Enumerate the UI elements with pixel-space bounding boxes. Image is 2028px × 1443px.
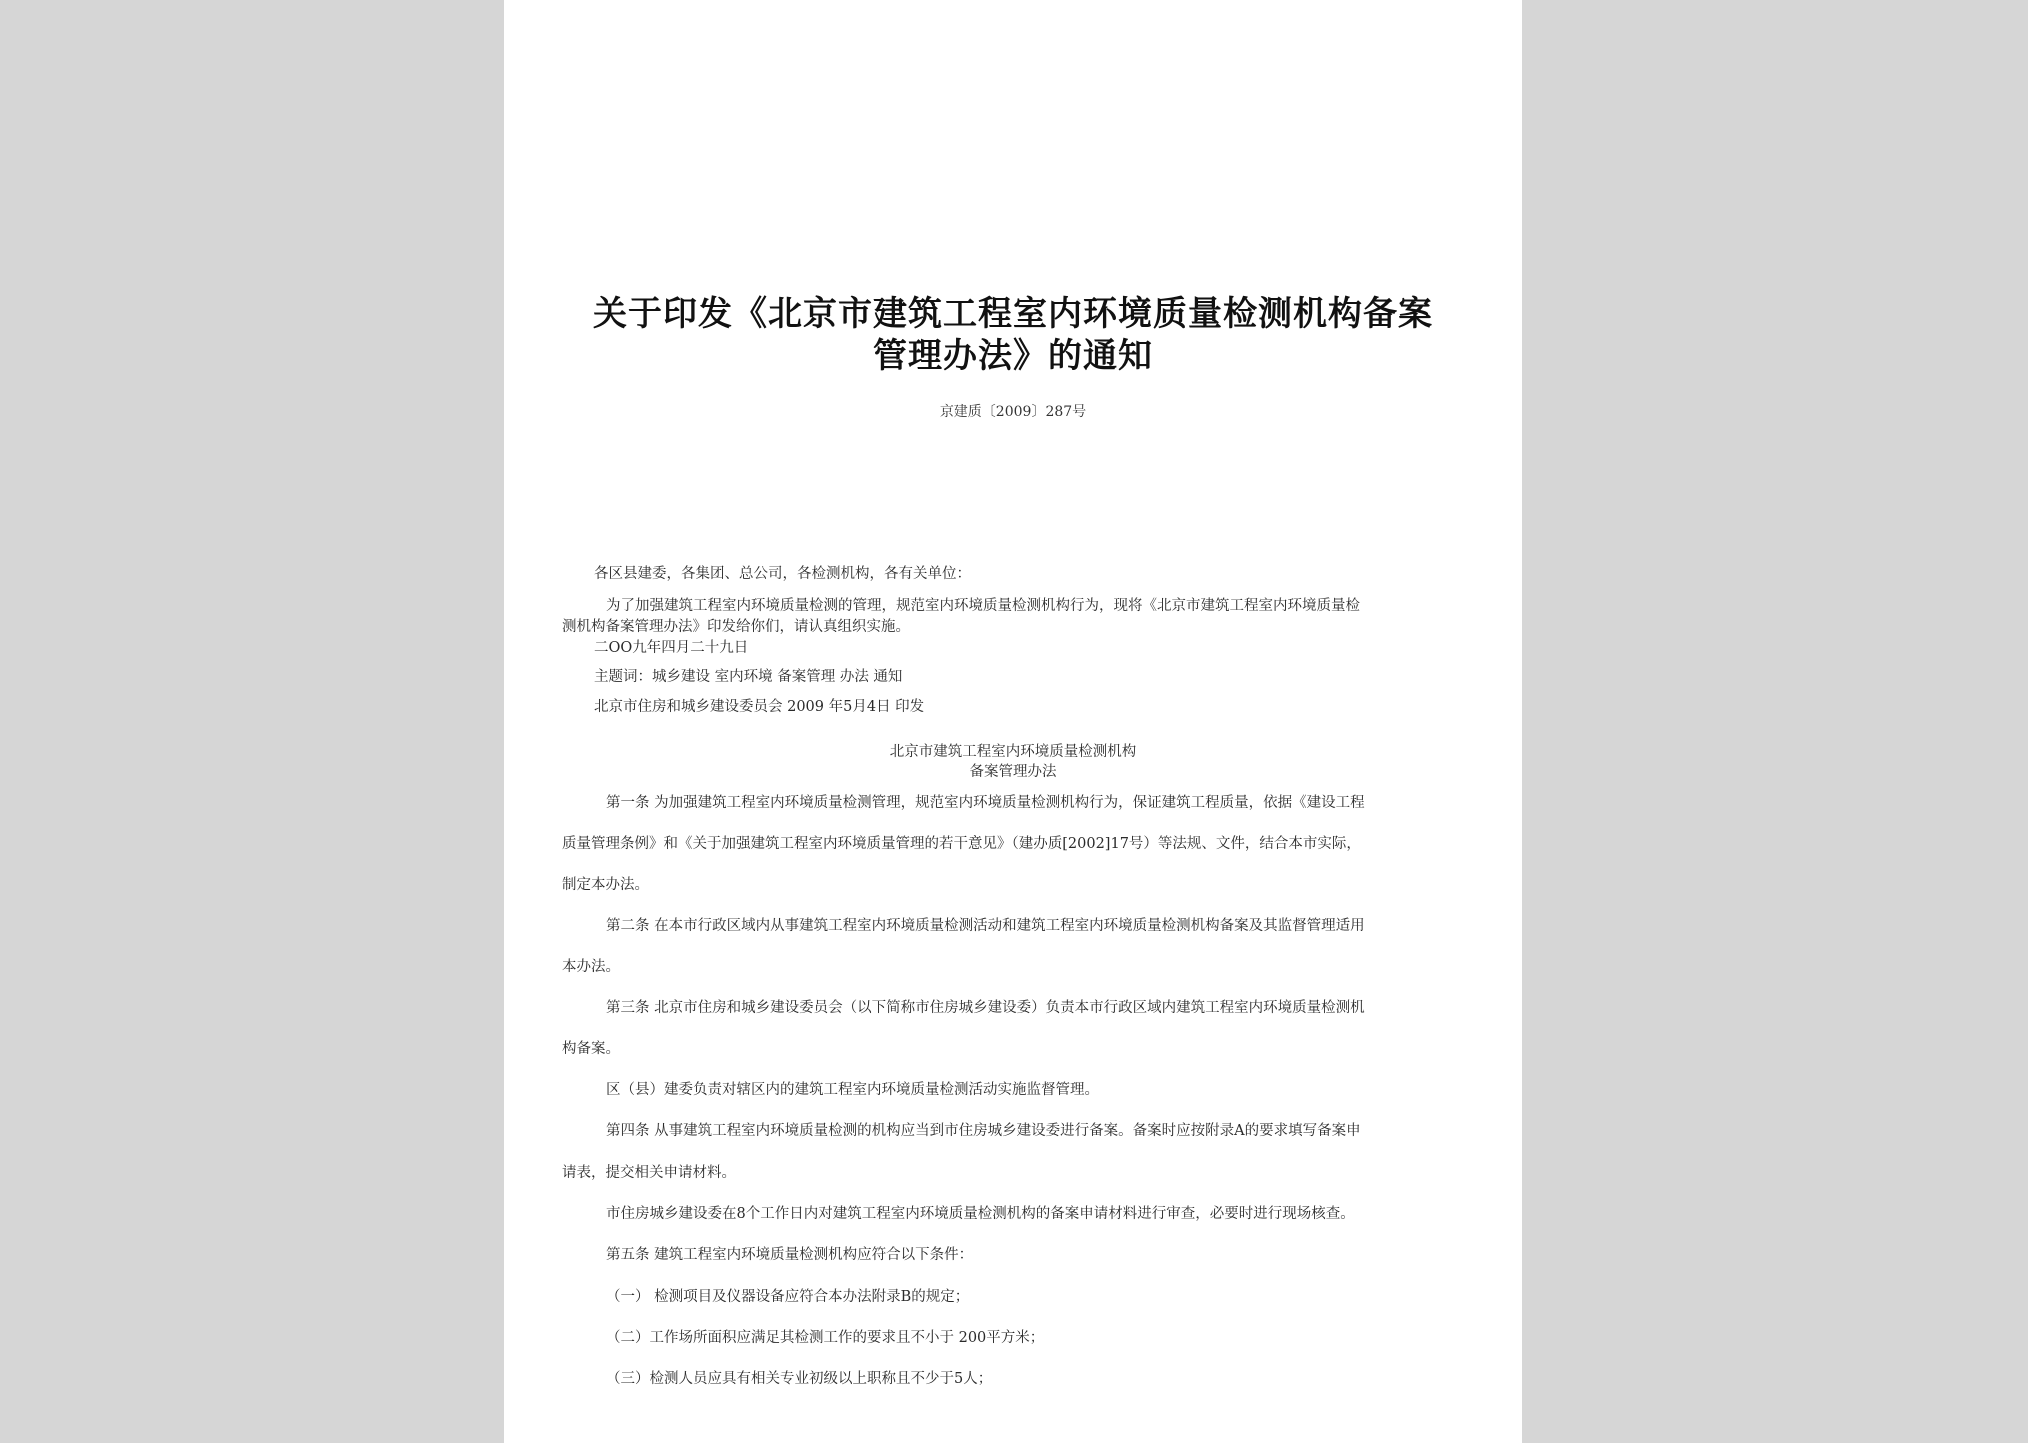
document-title-line-2: 管理办法》的通知 bbox=[873, 336, 1153, 376]
intro-line-2: 测机构备案管理办法》印发给你们，请认真组织实施。 bbox=[562, 619, 910, 635]
article-3-paragraph-2: 区（县）建委负责对辖区内的建筑工程室内环境质量检测活动实施监督管理。 bbox=[606, 1082, 1099, 1098]
measures-title-line-1: 北京市建筑工程室内环境质量检测机构 bbox=[889, 744, 1137, 760]
article-4-paragraph-2: 市住房城乡建设委在8个工作日内对建筑工程室内环境质量检测机构的备案申请材料进行审查，必要时进行现场核查。 bbox=[606, 1206, 1355, 1222]
article-2-line-2: 本办法。 bbox=[562, 959, 620, 975]
keywords: 主题词：城乡建设 室内环境 备案管理 办法 通知 bbox=[594, 669, 903, 685]
issue-date: 二OO九年四月二十九日 bbox=[594, 640, 749, 656]
document-number: 京建质〔2009〕287号 bbox=[939, 404, 1087, 420]
article-1-line-1: 第一条 为加强建筑工程室内环境质量检测管理，规范室内环境质量检测机构行为，保证建筑工程质量，依据《建设工程 bbox=[606, 795, 1365, 811]
intro-line-1: 为了加强建筑工程室内环境质量检测的管理，规范室内环境质量检测机构行为，现将《北京市建筑工程室内环境质量检 bbox=[606, 598, 1360, 614]
article-5-item-3: （三）检测人员应具有相关专业初级以上职称且不少于5人； bbox=[606, 1371, 993, 1387]
article-3-line-1: 第三条 北京市住房和城乡建设委员会（以下简称市住房城乡建设委）负责本市行政区域内建筑工程室内环境质量检测机 bbox=[606, 1000, 1365, 1016]
article-1-line-2: 质量管理条例》和《关于加强建筑工程室内环境质量管理的若干意见》（建办质[2002]17号）等法规、文件，结合本市实际， bbox=[562, 836, 1361, 852]
article-5-item-2: （二）工作场所面积应满足其检测工作的要求且不小于 200平方米； bbox=[606, 1330, 1045, 1346]
issuer-line: 北京市住房和城乡建设委员会 2009 年5月4日 印发 bbox=[594, 699, 925, 715]
salutation: 各区县建委，各集团、总公司，各检测机构，各有关单位： bbox=[594, 566, 971, 582]
document-page bbox=[504, 0, 1522, 1443]
article-5-line-1: 第五条 建筑工程室内环境质量检测机构应符合以下条件： bbox=[606, 1247, 974, 1263]
article-3-line-2: 构备案。 bbox=[562, 1041, 620, 1057]
article-4-line-2: 请表，提交相关申请材料。 bbox=[562, 1165, 736, 1181]
document-title-line-1: 关于印发《北京市建筑工程室内环境质量检测机构备案 bbox=[593, 294, 1433, 334]
article-2-line-1: 第二条 在本市行政区域内从事建筑工程室内环境质量检测活动和建筑工程室内环境质量检测机构备案及其监督管理适用 bbox=[606, 918, 1365, 934]
article-1-line-3: 制定本办法。 bbox=[562, 877, 649, 893]
measures-title-line-2: 备案管理办法 bbox=[969, 764, 1057, 780]
article-4-line-1: 第四条 从事建筑工程室内环境质量检测的机构应当到市住房城乡建设委进行备案。备案时应按附录A的要求填写备案申 bbox=[606, 1123, 1361, 1139]
article-5-item-1: （一） 检测项目及仪器设备应符合本办法附录B的规定； bbox=[606, 1289, 970, 1305]
